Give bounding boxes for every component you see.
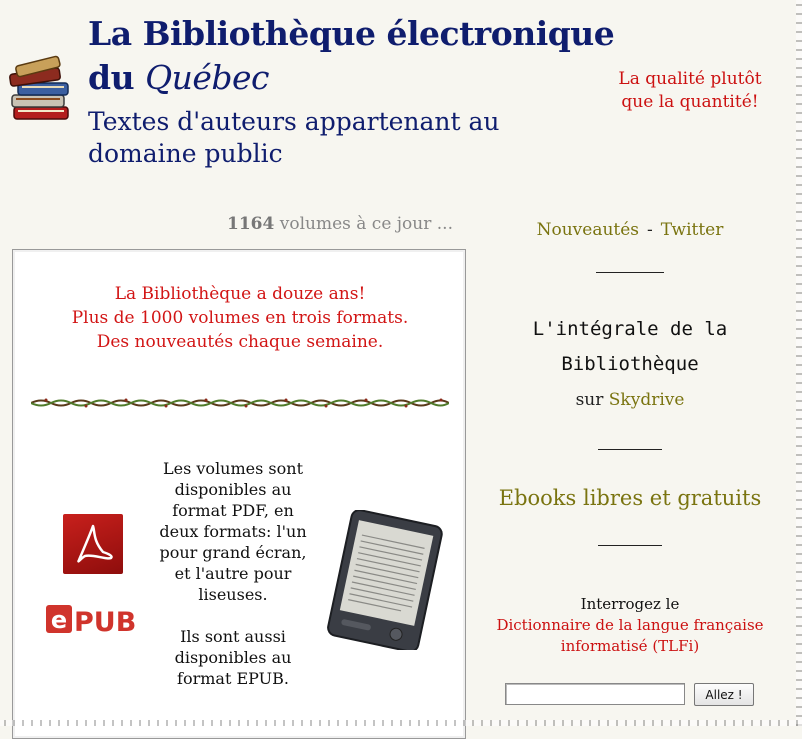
site-subtitle: Textes d'auteurs appartenant au domaine public: [88, 107, 500, 168]
skydrive-line: [485, 390, 775, 410]
integrale-heading: [485, 312, 775, 382]
dictionary-line1: Dictionnaire de la langue française: [496, 616, 764, 634]
slogan: [600, 68, 780, 114]
formats-epub-text: Ils sont aussi disponibles au format EPUB.: [174, 627, 292, 688]
svg-text:PUB: PUB: [74, 607, 137, 634]
link-separator: -: [647, 220, 653, 240]
site-title-line2: [88, 56, 614, 100]
integrale-line2: Bibliothèque: [561, 353, 699, 375]
formats-description: [153, 458, 313, 710]
divider: [598, 545, 662, 546]
top-links: [485, 220, 775, 240]
divider: [596, 272, 664, 273]
news-line3: Des nouveautés chaque semaine.: [96, 332, 384, 352]
formats-pdf-text: Les volumes sont disponibles au format PDF, en deux formats: l'un pour grand écran, et l'autre pour liseuses.: [159, 459, 307, 604]
announcement-box: [12, 249, 466, 739]
vine-divider: [31, 396, 449, 410]
volume-counter: [195, 214, 485, 234]
news-line1: La Bibliothèque a douze ans!: [114, 284, 366, 304]
news-announcement: [13, 282, 467, 354]
adobe-pdf-icon[interactable]: [63, 514, 123, 574]
volume-count: 1164: [227, 214, 275, 234]
frame-edge-right: [796, 0, 802, 726]
dictionary-search-input[interactable]: [505, 683, 685, 705]
integrale-line1: L'intégrale de la: [532, 318, 728, 340]
ereader-device-icon: [311, 510, 451, 650]
link-skydrive[interactable]: Skydrive: [608, 390, 685, 410]
epub-logo-icon[interactable]: [46, 604, 140, 634]
dictionary-line2: informatisé (TLFi): [560, 637, 700, 655]
slogan-line1: La qualité plutôt: [618, 69, 762, 89]
skydrive-prefix: sur: [575, 390, 609, 410]
dictionary-section: [485, 594, 775, 657]
divider: [598, 449, 662, 450]
volume-count-text: volumes à ce jour ...: [274, 214, 453, 234]
books-stack-icon: [8, 55, 80, 127]
link-twitter[interactable]: Twitter: [660, 220, 724, 240]
site-title: [88, 12, 614, 100]
slogan-line2: que la quantité!: [621, 92, 759, 112]
link-nouveautes[interactable]: Nouveautés: [536, 220, 640, 240]
search-button[interactable]: Allez !: [694, 683, 754, 706]
svg-text:e: e: [50, 606, 68, 634]
title-prefix: du: [88, 58, 146, 97]
title-quebec: Québec: [145, 58, 270, 97]
frame-edge-bottom: [0, 720, 802, 726]
link-dictionary[interactable]: [485, 615, 775, 657]
link-ebooks-libres[interactable]: Ebooks libres et gratuits: [498, 486, 762, 510]
interrogez-label: Interrogez le: [580, 595, 680, 613]
news-line2: Plus de 1000 volumes en trois formats.: [71, 308, 409, 328]
site-title-line1: La Bibliothèque électronique: [88, 14, 615, 53]
